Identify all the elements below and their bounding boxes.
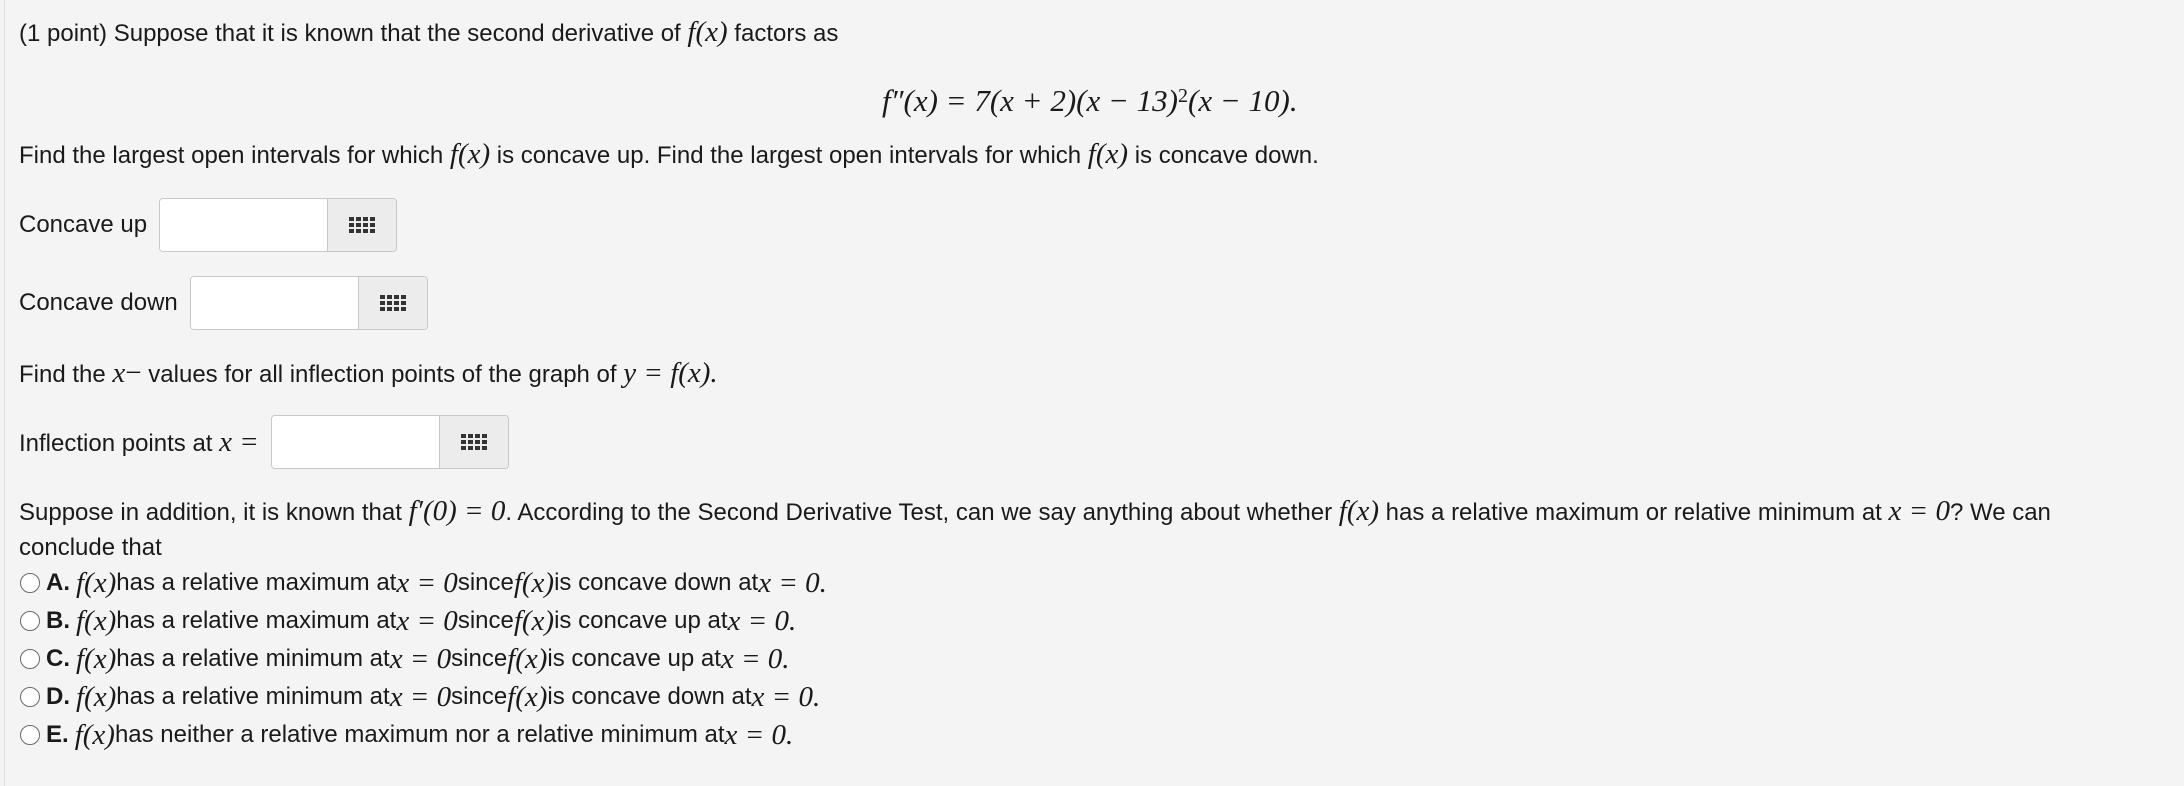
fx-math: f(x) [76,681,117,713]
inflection-math-keyboard-button[interactable] [440,416,508,468]
option-text: since [457,607,514,634]
fx-math: f(x) [513,605,555,637]
option-text: has a relative maximum at [116,569,397,596]
concave-up-row [19,198,397,252]
fx-math: f(x) [507,681,548,713]
q3-text-a: Find the [19,361,113,388]
option-b-radio[interactable] [20,611,40,631]
inflection-input[interactable] [272,416,440,468]
x-math: x = 0 [396,605,458,637]
condition-math: f′(0) = 0 [408,495,506,527]
option-text: is concave down at [547,683,752,710]
q4-text-b: . According to the Second Derivative Test, can we say anything about whether [505,499,1339,526]
q2-text-c: is concave down. [1128,142,1319,169]
option-text: is concave up at [547,645,721,672]
option-c[interactable] [20,642,790,676]
intro-end-text: factors as [727,20,839,47]
keypad-grid-icon [380,295,406,311]
question-intro [19,15,838,51]
keypad-grid-icon [349,217,375,233]
x-math: x = 0 [389,643,452,675]
option-d-radio[interactable] [20,687,40,707]
formula-lhs: f″(x) = 7(x + 2)(x − 13) [882,83,1178,118]
option-c-radio[interactable] [20,649,40,669]
formula-exponent: 2 [1178,85,1188,107]
option-letter: C. [46,645,70,672]
concavity-question [19,137,1319,173]
concave-up-input[interactable] [160,199,328,251]
option-text: since [451,645,508,672]
second-derivative-formula [882,76,1298,124]
option-letter: D. [46,683,70,710]
q4-text-a: Suppose in addition, it is known that [19,499,409,526]
option-text: since [457,569,514,596]
x-eq-zero-math: x = 0 [1888,495,1950,527]
fx-math: f(x) [76,605,117,637]
option-d[interactable] [20,680,820,714]
concave-down-math-keyboard-button[interactable] [359,277,427,329]
option-a-radio[interactable] [20,573,40,593]
inflection-answer-box [271,415,509,469]
x-math: x = 0 [389,681,452,713]
fx-math: f(x) [74,719,115,751]
concave-down-label: Concave down [19,289,178,316]
question-continuation: conclude that [19,534,162,561]
option-text: has a relative minimum at [116,683,390,710]
option-letter: E. [46,721,69,748]
fx-math: f(x) [449,138,491,170]
x-math: x = 0. [751,681,821,713]
fx-math: f(x) [507,643,548,675]
x-math: x = 0. [758,567,827,599]
option-text: has a relative maximum at [116,607,397,634]
q4-text-d: ? We can [1949,499,2051,526]
option-text: since [451,683,508,710]
inflection-question [19,356,718,392]
inflection-label [19,426,259,459]
option-e-radio[interactable] [20,725,40,745]
fx-math: f(x) [513,567,555,599]
option-text: is concave up at [554,607,728,634]
x-eq-math: x = [219,425,259,458]
x-math: x = 0. [724,719,794,751]
y-eq-fx-math: y = f(x). [623,357,718,389]
x-math: x = 0. [720,643,790,675]
concave-up-answer-box [159,198,397,252]
formula-rhs: (x − 10). [1188,83,1298,118]
option-text: is concave down at [554,569,759,596]
dash-math: − [125,357,142,389]
concave-up-math-keyboard-button[interactable] [328,199,396,251]
q3-text-b: values for all inflection points of the graph of [141,361,624,388]
x-math: x = 0. [727,605,797,637]
option-text: has a relative minimum at [116,645,390,672]
fx-math: f(x) [76,643,117,675]
option-a[interactable] [20,566,827,600]
option-text: has neither a relative maximum nor a relative minimum at [114,721,725,748]
option-b[interactable] [20,604,796,638]
x-math: x = 0 [396,567,458,599]
second-derivative-test-question [19,494,2051,530]
concave-down-row [19,276,428,330]
fx-math: f(x) [1087,138,1129,170]
intro-text: (1 point) Suppose that it is known that the second derivative of [19,20,688,47]
option-e[interactable] [20,718,793,752]
fx-math: f(x) [1338,495,1380,527]
keypad-grid-icon [461,434,487,450]
inflection-label-text: Inflection points at [19,429,220,457]
x-math: x [112,357,126,389]
concave-down-answer-box [190,276,428,330]
q2-text-a: Find the largest open intervals for which [19,142,450,169]
inflection-row [19,415,509,469]
option-letter: A. [46,569,70,596]
fx-math: f(x) [687,16,728,48]
fx-math: f(x) [76,567,117,599]
concave-down-input[interactable] [191,277,359,329]
option-letter: B. [46,607,70,634]
concave-up-label: Concave up [19,211,148,238]
q2-text-b: is concave up. Find the largest open intervals for which [490,142,1088,169]
q4-text-c: has a relative maximum or relative minimum at [1379,499,1889,526]
